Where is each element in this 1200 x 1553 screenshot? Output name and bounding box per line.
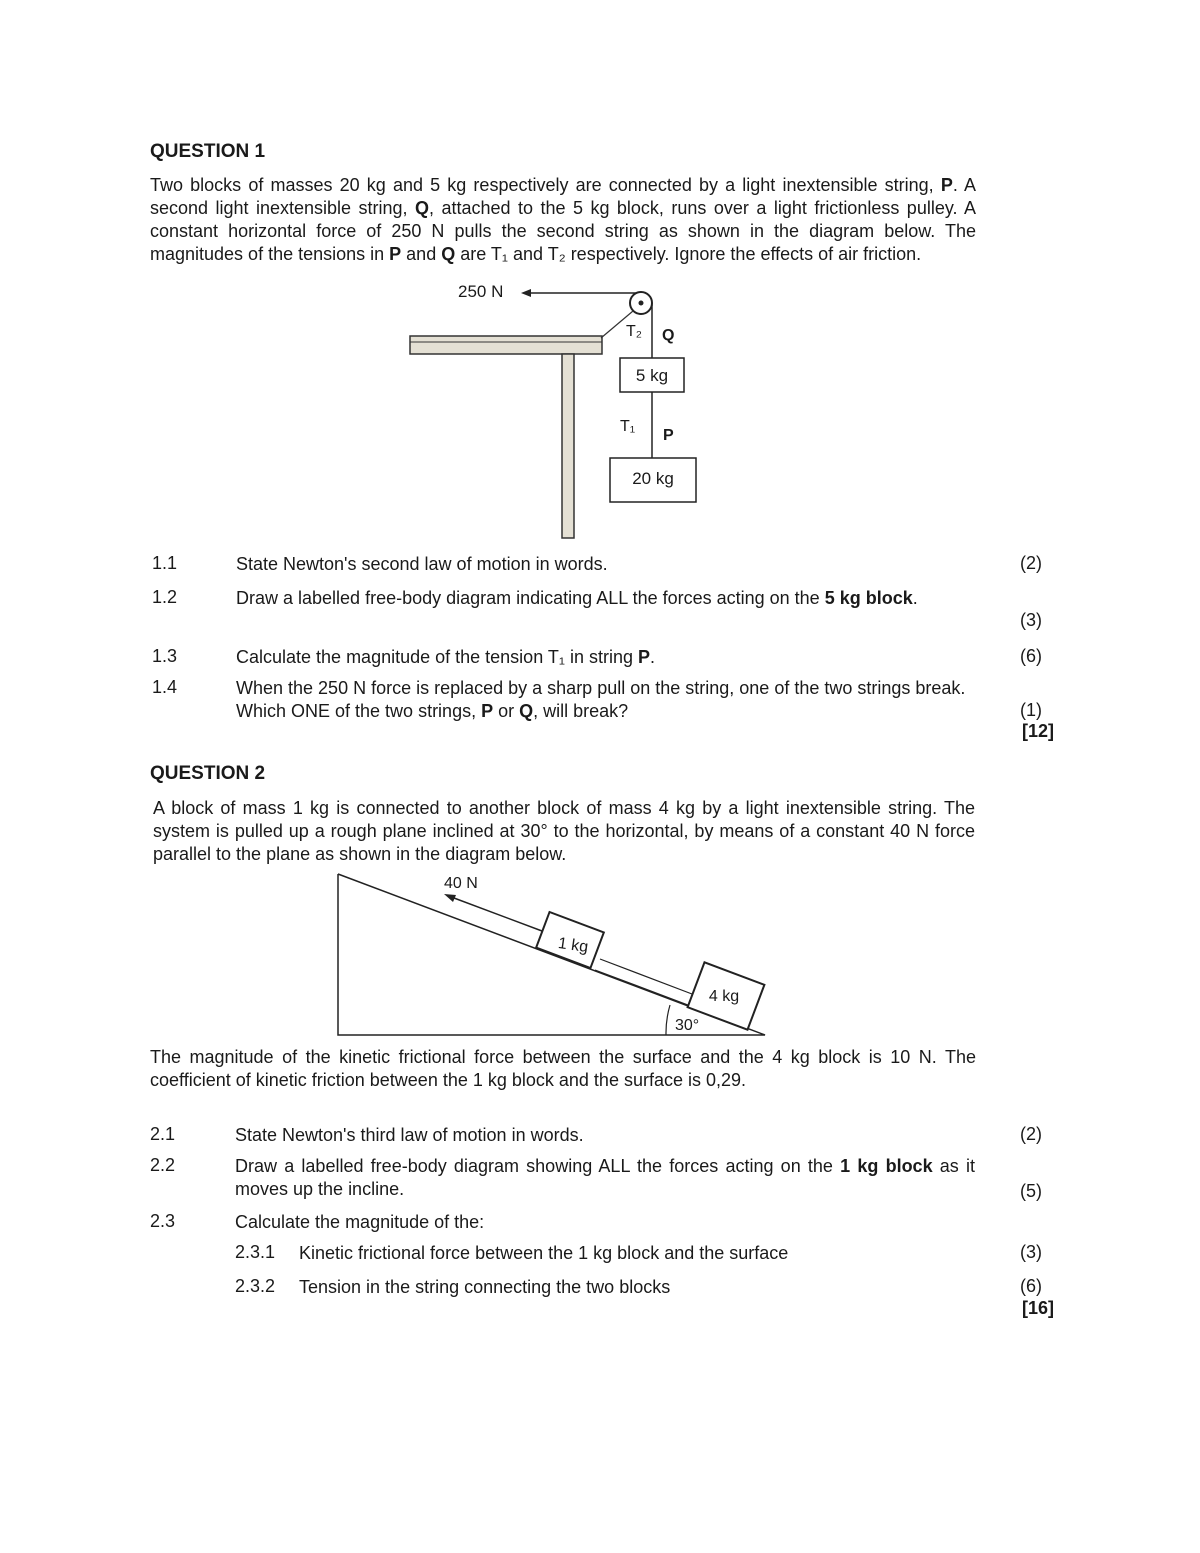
block-4kg-label: 4 kg <box>708 988 740 1005</box>
item-1-3-marks: (6) <box>1020 646 1042 666</box>
pulley-axle <box>639 301 644 306</box>
item-2-3-text: Calculate the magnitude of the: <box>235 1212 485 1232</box>
item-2-3-1-text: Kinetic frictional force between the 1 kg block and the surface <box>299 1243 789 1263</box>
force-250-arrowhead <box>521 289 531 297</box>
table-top <box>410 336 602 354</box>
item-1-4-number: 1.4 <box>152 677 178 697</box>
q-label: Q <box>662 327 675 344</box>
angle-label: 30° <box>675 1017 700 1034</box>
block-20kg-label: 20 kg <box>632 469 674 488</box>
item-2-3-number: 2.3 <box>150 1211 176 1231</box>
item-1-1-text: State Newton's second law of motion in words. <box>236 554 608 574</box>
table-leg <box>562 354 574 538</box>
item-2-1-marks: (2) <box>1020 1124 1042 1144</box>
question2-info: The magnitude of the kinetic frictional force between the surface and the 4 kg block is 10 N. The coefficient of kinetic friction between the 1 kg block and the surface is 0,29. <box>150 1047 976 1090</box>
p-label: P <box>663 427 674 444</box>
question1-heading: QUESTION 1 <box>150 141 266 162</box>
item-1-2-marks: (3) <box>1020 610 1042 630</box>
question2-total: [16] <box>1021 1298 1054 1318</box>
item-1-1-marks: (2) <box>1020 553 1042 573</box>
force-40-string <box>454 898 542 931</box>
item-1-3-number: 1.3 <box>152 646 178 666</box>
incline-diagram <box>330 868 780 1040</box>
question2-intro: A block of mass 1 kg is connected to another block of mass 4 kg by a light inextensible string. The system is pulled up a rough plane inclined at 30° to the horizontal, by means of a constant 40 N force parallel to the plane as shown in the diagram below. <box>153 798 975 864</box>
item-1-1-number: 1.1 <box>152 553 178 573</box>
question1-intro: Two blocks of masses 20 kg and 5 kg respectively are connected by a light inextensible string, P. A second light inextensible string, Q, attached to the 5 kg block, runs over a light frictionless pulley. A constant horizontal force of 250 N pulls the second string as shown in the diagram below. The magnitudes of the tensions in P and Q are T₁ and T₂ respectively. Ignore the effects of air friction. <box>150 175 977 264</box>
item-1-3-text: Calculate the magnitude of the tension T₁ in string P. <box>236 647 656 667</box>
question2-heading: QUESTION 2 <box>150 763 266 784</box>
item-1-2-text: Draw a labelled free-body diagram indicating ALL the forces acting on the 5 kg block. <box>236 588 918 608</box>
item-2-1-number: 2.1 <box>150 1124 176 1144</box>
item-1-4-marks: (1) <box>1020 700 1042 720</box>
item-2-2-text: Draw a labelled free-body diagram showing ALL the forces acting on the 1 kg block as it moves up the incline. <box>235 1156 976 1199</box>
item-2-3-1-marks: (3) <box>1020 1242 1042 1262</box>
t2-label: T₂ <box>626 323 642 340</box>
item-1-4-text: When the 250 N force is replaced by a sharp pull on the string, one of the two strings break. Which ONE of the two strings, P or Q, will break? <box>236 678 966 721</box>
item-2-3-2-number: 2.3.2 <box>235 1276 276 1296</box>
force-40-arrowhead <box>444 894 456 902</box>
question1-total: [12] <box>1021 721 1054 741</box>
t1-label: T₁ <box>620 418 636 435</box>
block-1kg-label: 1 kg <box>556 934 590 957</box>
item-2-3-2-text: Tension in the string connecting the two blocks <box>299 1277 671 1297</box>
force-250-label: 250 N <box>458 282 504 301</box>
item-1-2-number: 1.2 <box>152 587 178 607</box>
pulley-diagram <box>400 278 720 543</box>
block-5kg-label: 5 kg <box>635 366 669 385</box>
force-40-label: 40 N <box>444 875 478 892</box>
item-2-1-text: State Newton's third law of motion in words. <box>235 1125 584 1145</box>
item-2-2-marks: (5) <box>1020 1181 1042 1201</box>
item-2-3-2-marks: (6) <box>1020 1276 1042 1296</box>
angle-arc <box>666 1005 670 1035</box>
item-2-2-number: 2.2 <box>150 1155 176 1175</box>
item-2-3-1-number: 2.3.1 <box>235 1242 276 1262</box>
